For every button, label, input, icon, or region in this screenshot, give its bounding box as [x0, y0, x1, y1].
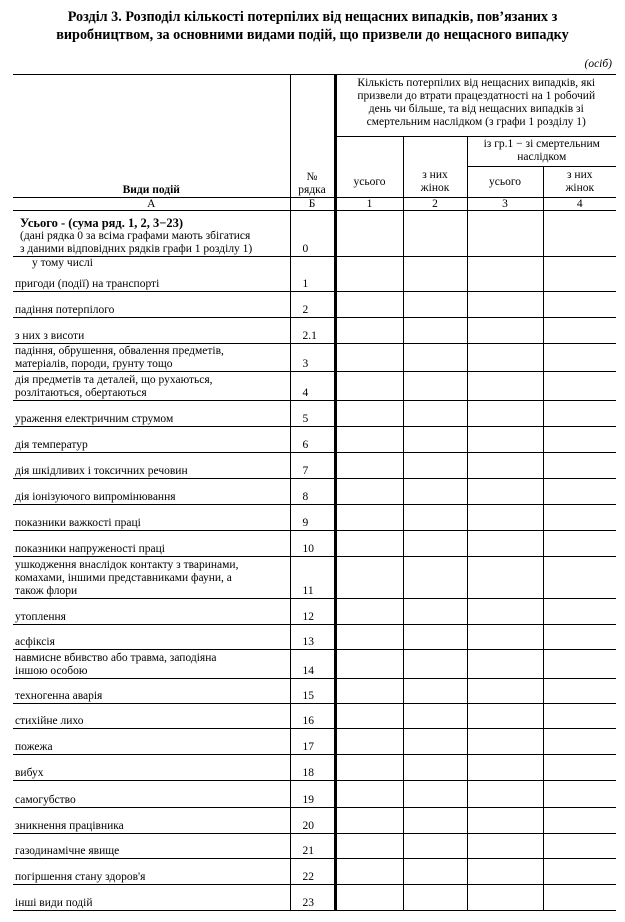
cell-col-3[interactable] [467, 704, 543, 729]
table-row [13, 885, 616, 911]
cell-col-2[interactable] [403, 834, 467, 859]
column-letter-4: 4 [543, 198, 616, 211]
cell-col-1[interactable] [335, 704, 403, 729]
event-type-text: дія температур [15, 439, 88, 451]
cell-col-1[interactable] [335, 292, 403, 318]
event-type-label [13, 755, 290, 781]
cell-col-4[interactable] [543, 650, 616, 679]
cell-col-2[interactable] [403, 292, 467, 318]
cell-col-2[interactable] [403, 401, 467, 427]
event-type-label [13, 679, 290, 704]
cell-col-1[interactable] [335, 344, 403, 372]
table-row [13, 453, 616, 479]
row-number: 12 [290, 599, 335, 625]
event-type-text: ушкодження внаслідок контакту з тваринами, [15, 559, 239, 571]
cell-col-3[interactable] [467, 834, 543, 859]
cell-col-3[interactable] [467, 885, 543, 911]
cell-col-4[interactable] [543, 401, 616, 427]
column-letter-3: 3 [467, 198, 543, 211]
header-event-types: Види подій [13, 75, 290, 198]
row-number: 13 [290, 625, 335, 650]
row-number: 7 [290, 453, 335, 479]
cell-col-4[interactable] [543, 505, 616, 531]
event-type-text: стихійне лихо [15, 715, 84, 727]
cell-col-2[interactable] [403, 599, 467, 625]
cell-col-2[interactable] [403, 729, 467, 755]
cell-col-4[interactable] [543, 318, 616, 344]
cell-col-4[interactable] [543, 625, 616, 650]
cell-col-3[interactable] [467, 679, 543, 704]
table-row [13, 318, 616, 344]
event-type-text: погіршення стану здоров'я [15, 871, 146, 883]
total-label: Усього - (сума ряд. 1, 2, 3−23) (дані рядка 0 за всіма графами мають збігатися з даними відповідних рядків графи 1 розділу 1) [13, 211, 290, 257]
event-type-text: зникнення працівника [15, 820, 124, 832]
event-type-label [13, 318, 290, 344]
event-type-text: падіння, обрушення, обвалення предметів, [15, 345, 224, 357]
cell-col-3[interactable] [467, 557, 543, 599]
table-row [13, 344, 616, 372]
column-letter-b: Б [290, 198, 335, 211]
table-row [13, 755, 616, 781]
unit-label: (осіб) [584, 58, 612, 70]
section-title [0, 8, 625, 44]
cell-col-3[interactable] [467, 318, 543, 344]
cell-col-2[interactable] [403, 679, 467, 704]
event-type-label [13, 344, 290, 372]
event-type-label [13, 427, 290, 453]
event-type-label [13, 401, 290, 427]
cell-col-2[interactable] [403, 808, 467, 834]
event-type-label [13, 599, 290, 625]
event-type-text: інші види подій [15, 897, 93, 909]
cell-col-1[interactable] [335, 453, 403, 479]
cell-col-2[interactable] [403, 781, 467, 808]
table-row [13, 808, 616, 834]
table-row [13, 625, 616, 650]
row-number: 22 [290, 859, 335, 885]
row-number: 21 [290, 834, 335, 859]
cell-col-4[interactable] [543, 372, 616, 401]
cell-col-1[interactable] [335, 859, 403, 885]
section-title-line-1: Розділ 3. Розподіл кількості потерпілих від нещасних випадків, пов’язаних з [67, 9, 558, 25]
event-type-text: показники важкості праці [15, 517, 141, 529]
cell-col-1[interactable] [335, 650, 403, 679]
cell-col-4[interactable] [543, 808, 616, 834]
event-type-text: техногенна аварія [15, 690, 103, 702]
cell-col-4[interactable] [543, 211, 616, 257]
cell-col-1[interactable] [335, 257, 403, 292]
cell-col-3[interactable] [467, 479, 543, 505]
cell-col-2[interactable] [403, 211, 467, 257]
cell-col-2[interactable] [403, 859, 467, 885]
row-number: 2 [290, 292, 335, 318]
cell-col-2[interactable] [403, 557, 467, 599]
event-type-text: з них з висоти [15, 330, 85, 342]
cell-col-2[interactable] [403, 704, 467, 729]
cell-col-4[interactable] [543, 427, 616, 453]
event-type-text: також флори [15, 585, 78, 597]
cell-col-3[interactable] [467, 292, 543, 318]
cell-col-3[interactable] [467, 755, 543, 781]
table-row [13, 531, 616, 557]
row-number: 14 [290, 650, 335, 679]
cell-col-3[interactable] [467, 257, 543, 292]
cell-col-2[interactable] [403, 531, 467, 557]
table-row [13, 292, 616, 318]
cell-col-3[interactable] [467, 372, 543, 401]
cell-col-1[interactable] [335, 834, 403, 859]
row-number: 5 [290, 401, 335, 427]
row-number: 15 [290, 679, 335, 704]
table-row [13, 257, 616, 292]
cell-col-2[interactable] [403, 505, 467, 531]
cell-col-1[interactable] [335, 557, 403, 599]
event-type-label [13, 885, 290, 911]
events-table [13, 74, 616, 911]
row-number: 6 [290, 427, 335, 453]
event-type-label [13, 834, 290, 859]
cell-col-2[interactable] [403, 885, 467, 911]
cell-col-4[interactable] [543, 557, 616, 599]
header-col-4: з них жінок [543, 167, 616, 198]
table-row [13, 679, 616, 704]
cell-col-1[interactable] [335, 729, 403, 755]
cell-col-1[interactable] [335, 211, 403, 257]
event-type-text: пригоди (події) на транспорті [15, 278, 160, 290]
column-letter-2: 2 [403, 198, 467, 211]
cell-col-4[interactable] [543, 885, 616, 911]
column-letter-a: А [13, 198, 290, 211]
event-type-text: ураження електричним струмом [15, 413, 174, 425]
cell-col-4[interactable] [543, 755, 616, 781]
cell-col-1[interactable] [335, 505, 403, 531]
cell-col-2[interactable] [403, 453, 467, 479]
row-number: 10 [290, 531, 335, 557]
cell-col-3[interactable] [467, 427, 543, 453]
event-type-text: пожежа [15, 741, 53, 753]
cell-col-4[interactable] [543, 257, 616, 292]
table-row-total [13, 211, 616, 257]
event-type-text: розлітаються, обертаються [15, 387, 147, 399]
cell-col-3[interactable] [467, 453, 543, 479]
event-type-label [13, 453, 290, 479]
event-type-text: комахами, іншими представниками фауни, а [15, 572, 232, 584]
cell-col-2[interactable] [403, 650, 467, 679]
row-number: 8 [290, 479, 335, 505]
cell-col-2[interactable] [403, 479, 467, 505]
row-number: 17 [290, 729, 335, 755]
cell-col-1[interactable] [335, 531, 403, 557]
header-row-number: № рядка [290, 75, 335, 198]
cell-col-2[interactable] [403, 625, 467, 650]
cell-col-1[interactable] [335, 401, 403, 427]
cell-col-4[interactable] [543, 781, 616, 808]
event-type-text: навмисне вбивство або травма, заподіяна [15, 652, 217, 664]
cell-col-4[interactable] [543, 292, 616, 318]
event-type-label [13, 531, 290, 557]
row-number: 20 [290, 808, 335, 834]
event-type-text: іншою особою [15, 665, 88, 677]
including-label: у тому числі [32, 257, 93, 269]
cell-col-4[interactable] [543, 344, 616, 372]
event-type-label [13, 372, 290, 401]
table-row [13, 479, 616, 505]
header-col-2: з них жінок [403, 137, 467, 198]
event-type-label [13, 859, 290, 885]
event-type-label [13, 479, 290, 505]
cell-col-4[interactable] [543, 479, 616, 505]
cell-col-4[interactable] [543, 834, 616, 859]
section-title-line-2: виробництвом, за основними видами подій, що призвели до нещасного випадку [56, 27, 569, 43]
event-type-text: самогубство [15, 794, 76, 806]
row-number: 0 [290, 211, 335, 257]
cell-col-4[interactable] [543, 531, 616, 557]
event-type-label [13, 729, 290, 755]
table-row [13, 505, 616, 531]
table-row [13, 427, 616, 453]
cell-col-4[interactable] [543, 859, 616, 885]
cell-col-3[interactable] [467, 808, 543, 834]
event-type-label [13, 257, 290, 292]
row-number: 11 [290, 557, 335, 599]
cell-col-2[interactable] [403, 755, 467, 781]
cell-col-1[interactable] [335, 679, 403, 704]
cell-col-2[interactable] [403, 344, 467, 372]
table-row [13, 859, 616, 885]
cell-col-4[interactable] [543, 679, 616, 704]
cell-col-4[interactable] [543, 704, 616, 729]
event-type-text: утоплення [15, 611, 66, 623]
event-type-text: вибух [15, 767, 44, 779]
event-type-label [13, 625, 290, 650]
cell-col-4[interactable] [543, 599, 616, 625]
table-row [13, 729, 616, 755]
cell-col-2[interactable] [403, 427, 467, 453]
cell-col-3[interactable] [467, 781, 543, 808]
event-type-text: показники напруженості праці [15, 543, 165, 555]
event-type-label [13, 704, 290, 729]
cell-col-1[interactable] [335, 808, 403, 834]
row-number: 4 [290, 372, 335, 401]
event-type-label [13, 557, 290, 599]
event-type-text: падіння потерпілого [15, 304, 115, 316]
cell-col-2[interactable] [403, 372, 467, 401]
event-type-text: асфіксія [15, 636, 55, 648]
header-col-1: усього [335, 137, 403, 198]
cell-col-1[interactable] [335, 755, 403, 781]
event-type-text: дія предметів та деталей, що рухаються, [15, 374, 213, 386]
cell-col-4[interactable] [543, 729, 616, 755]
event-type-label [13, 808, 290, 834]
event-type-text: дія іонізуючого випромінювання [15, 491, 176, 503]
cell-col-1[interactable] [335, 625, 403, 650]
row-number: 16 [290, 704, 335, 729]
row-number: 2.1 [290, 318, 335, 344]
cell-col-3[interactable] [467, 401, 543, 427]
cell-col-1[interactable] [335, 781, 403, 808]
table-row [13, 401, 616, 427]
row-number: 1 [290, 257, 335, 292]
table-row [13, 834, 616, 859]
cell-col-1[interactable] [335, 479, 403, 505]
row-number: 19 [290, 781, 335, 808]
header-group-description: Кількість потерпілих від нещасних випадків, які призвели до втрати працездатності на 1 робочий день чи більше, та від нещасних випадків зі смертельним наслідком (з графи 1 розділу 1) [335, 75, 616, 137]
event-type-label [13, 292, 290, 318]
event-type-text: матеріалів, породи, ґрунту тощо [15, 358, 173, 370]
cell-col-1[interactable] [335, 599, 403, 625]
table-row [13, 781, 616, 808]
row-number: 3 [290, 344, 335, 372]
cell-col-1[interactable] [335, 427, 403, 453]
table-row [13, 704, 616, 729]
row-number: 18 [290, 755, 335, 781]
table-row [13, 599, 616, 625]
event-type-label [13, 650, 290, 679]
event-type-label [13, 505, 290, 531]
cell-col-2[interactable] [403, 318, 467, 344]
column-letter-1: 1 [335, 198, 403, 211]
cell-col-3[interactable] [467, 531, 543, 557]
cell-col-3[interactable] [467, 729, 543, 755]
cell-col-3[interactable] [467, 650, 543, 679]
cell-col-3[interactable] [467, 625, 543, 650]
header-col-3: усього [467, 167, 543, 198]
cell-col-1[interactable] [335, 885, 403, 911]
event-type-label [13, 781, 290, 808]
cell-col-2[interactable] [403, 257, 467, 292]
cell-col-3[interactable] [467, 859, 543, 885]
row-number: 23 [290, 885, 335, 911]
cell-col-3[interactable] [467, 344, 543, 372]
cell-col-3[interactable] [467, 599, 543, 625]
table-row [13, 650, 616, 679]
event-type-text: газодинамічне явище [15, 845, 120, 857]
cell-col-4[interactable] [543, 453, 616, 479]
cell-col-1[interactable] [335, 318, 403, 344]
event-type-text: дія шкідливих і токсичних речовин [15, 465, 188, 477]
column-letters-row [13, 198, 616, 211]
cell-col-1[interactable] [335, 372, 403, 401]
cell-col-3[interactable] [467, 505, 543, 531]
row-number: 9 [290, 505, 335, 531]
cell-col-3[interactable] [467, 211, 543, 257]
header-fatal-group: із гр.1 − зі смертельним наслідком [467, 137, 616, 167]
table-row [13, 372, 616, 401]
table-row [13, 557, 616, 599]
